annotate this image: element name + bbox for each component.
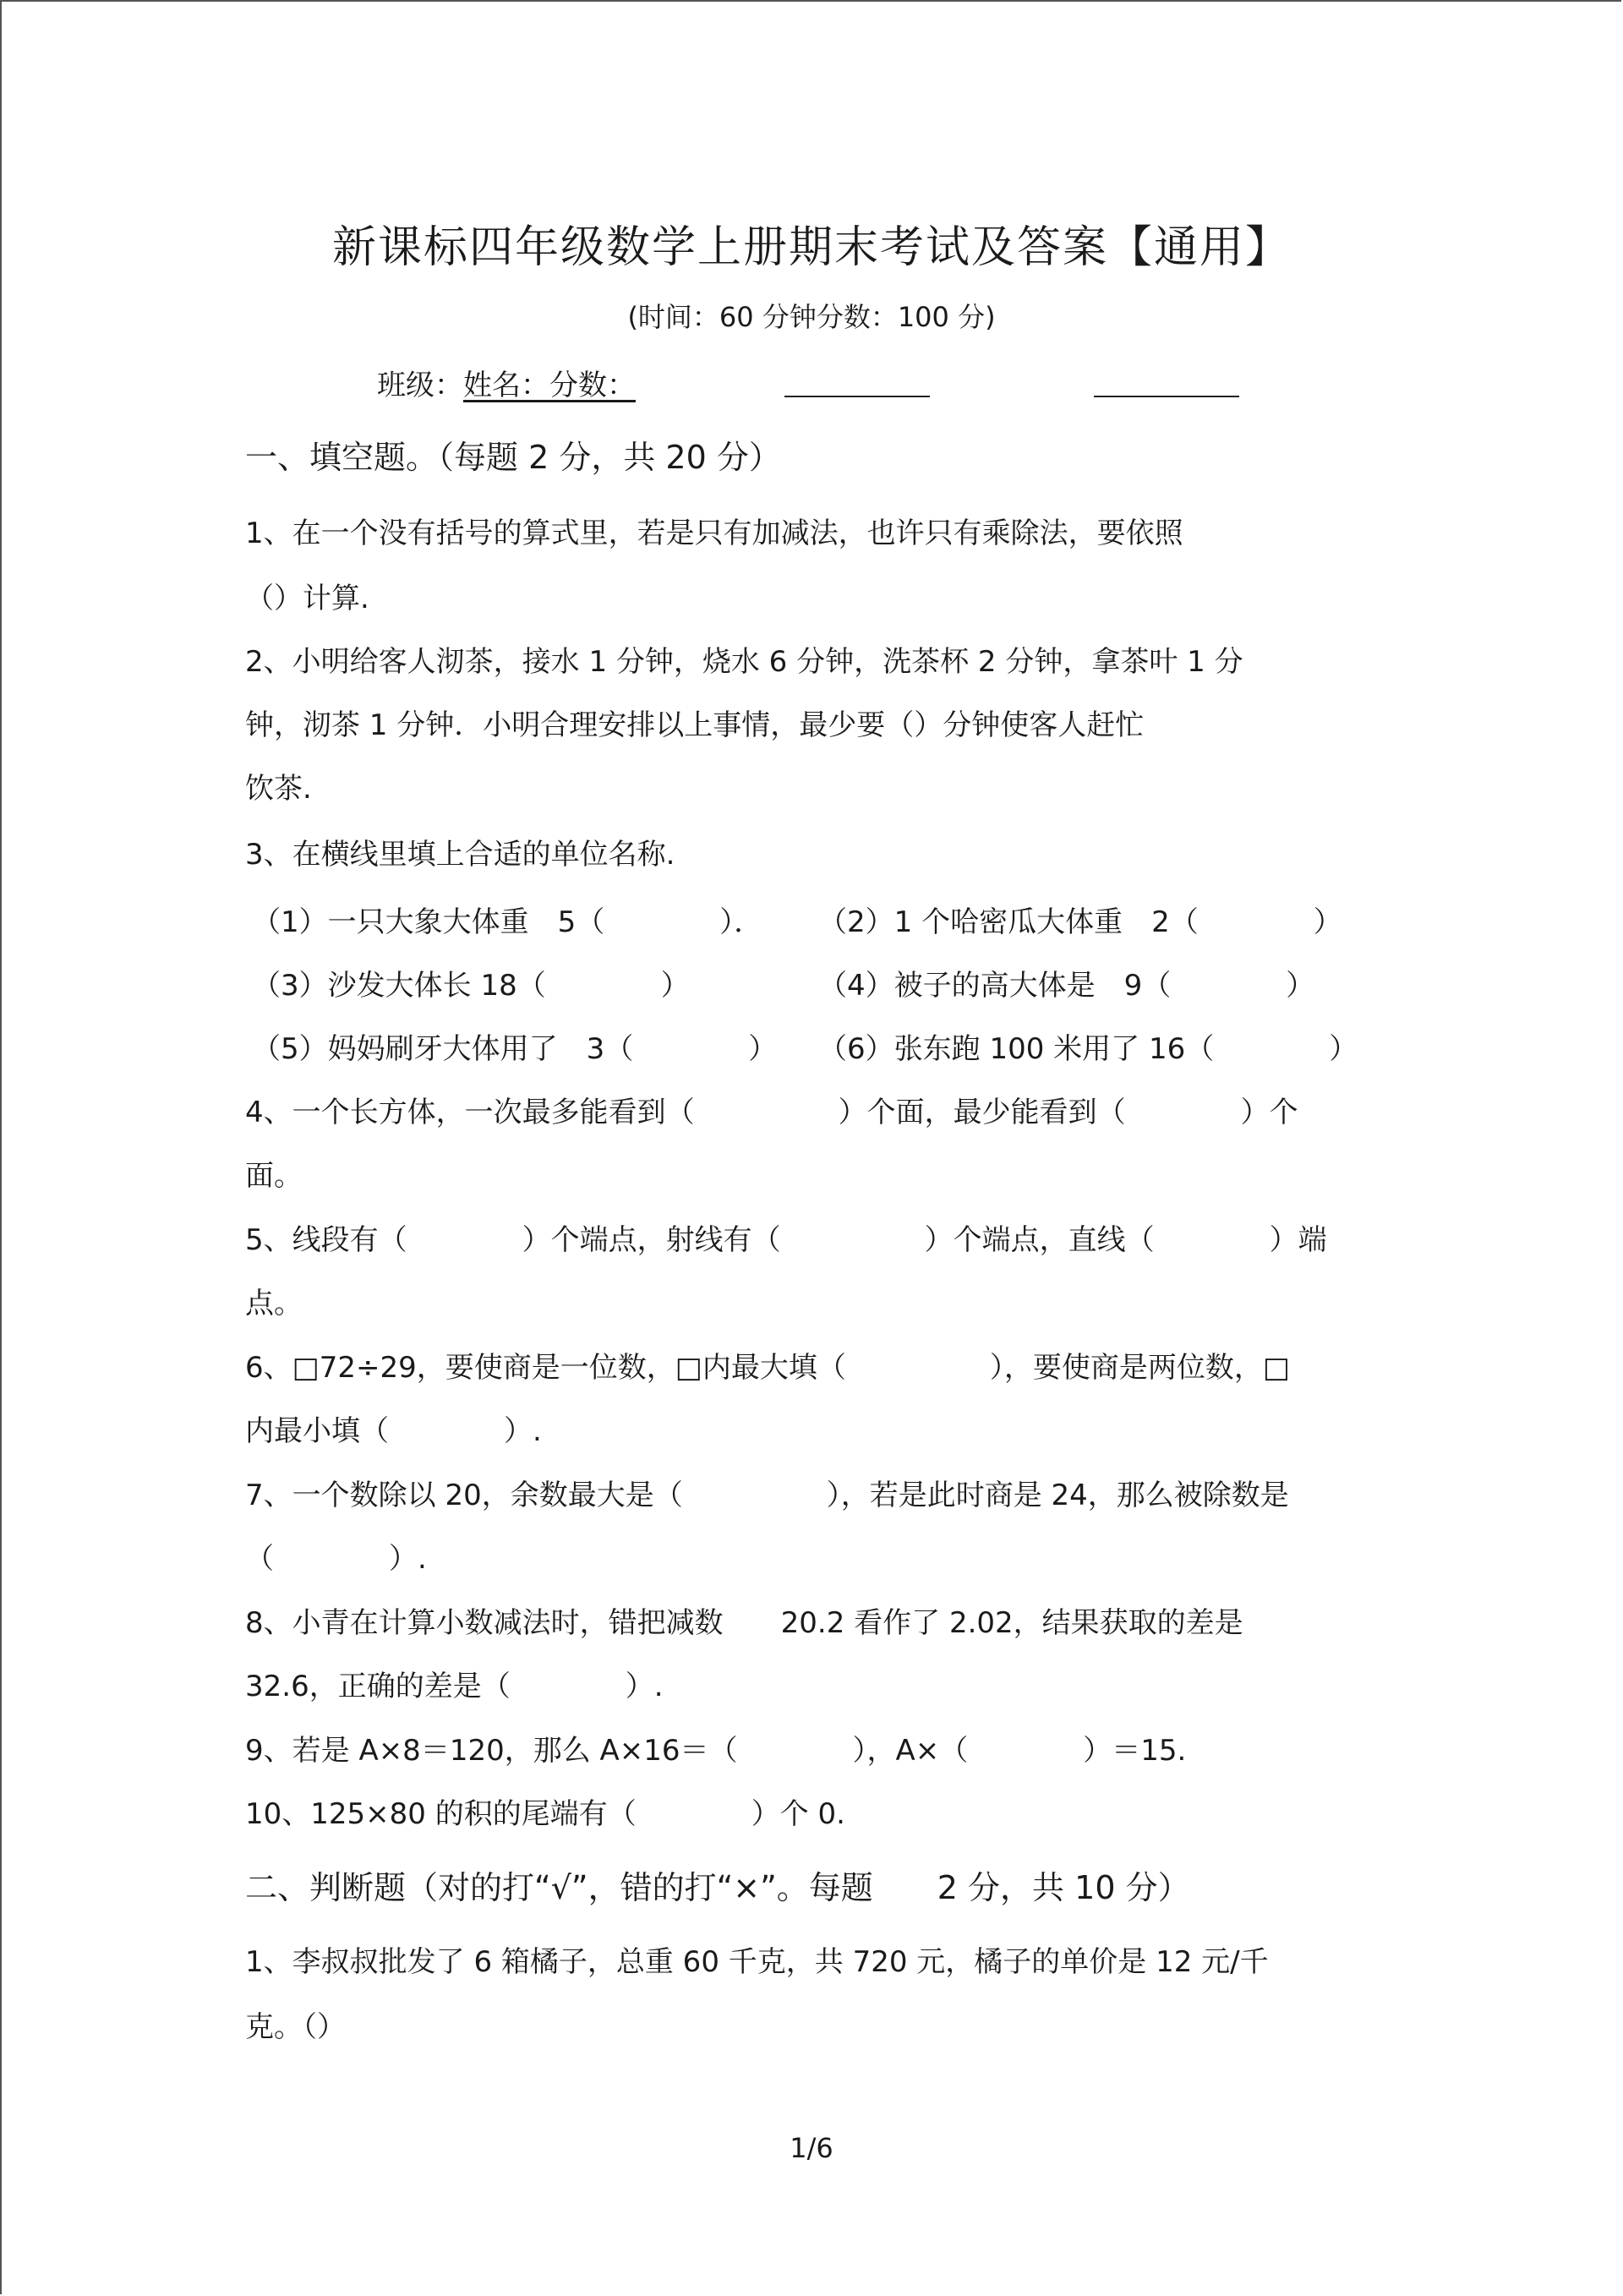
- score-label: 分数：: [549, 369, 636, 402]
- class-label: 班级：: [377, 369, 463, 402]
- q2-line3: 饮茶.: [245, 772, 312, 806]
- q8-line1: 8、小青在计算小数减法时，错把减数 20.2 看作了 2.02，结果获取的差是: [245, 1606, 1243, 1640]
- score-blank[interactable]: [1094, 396, 1239, 397]
- q4-line1: 4、一个长方体，一次最多能看到（ ）个面，最少能看到（ ）个: [245, 1096, 1298, 1129]
- section2-heading: 二、判断题（对的打“√”，错的打“×”。每题 2 分，共 10 分）: [245, 1869, 1190, 1906]
- q10-line: 10、125×80 的积的尾端有（ ）个 0.: [245, 1797, 845, 1831]
- q5-line1: 5、线段有（ ）个端点，射线有（ ）个端点，直线（ ）端: [245, 1223, 1327, 1257]
- q6-line2: 内最小填（ ）.: [245, 1414, 542, 1448]
- q3-item-6: （6）张东跑 100 米用了 16（ ）: [818, 1032, 1358, 1066]
- student-info-line: [377, 362, 636, 403]
- page-number: 1/6: [790, 2132, 833, 2164]
- q2-line1: 2、小明给客人沏茶，接水 1 分钟，烧水 6 分钟，洗茶杯 2 分钟，拿茶叶 1 分: [245, 645, 1243, 679]
- q7-line2: （ ）.: [245, 1542, 427, 1576]
- q1-line1: 1、在一个没有括号的算式里，若是只有加减法，也许只有乘除法，要依照: [245, 517, 1183, 550]
- q9-line: 9、若是 A×8＝120，那么 A×16＝（ ），A×（ ）＝15.: [245, 1734, 1187, 1768]
- exam-title: 新课标四年级数学上册期末考试及答案【通用】: [331, 222, 1291, 273]
- q6-line1: 6、□72÷29，要使商是一位数，□内最大填（ ），要使商是两位数，□: [245, 1351, 1291, 1385]
- q3-item-1: （1）一只大象大体重 5（ ）．: [252, 905, 763, 939]
- s2-q1-line2: 克。（）: [245, 2010, 346, 2044]
- section1-heading: 一、填空题。（每题 2 分，共 20 分）: [245, 439, 781, 476]
- s2-q1-line1: 1、李叔叔批发了 6 箱橘子，总重 60 千克，共 720 元，橘子的单价是 12 元/千: [245, 1945, 1269, 1979]
- q8-line2: 32.6，正确的差是（ ）.: [245, 1670, 664, 1703]
- q3-item-3: （3）沙发大体长 18（ ）: [252, 969, 690, 1003]
- name-label: 姓名：: [463, 369, 549, 402]
- exam-subtitle: (时间：60 分钟分数：100 分): [627, 301, 996, 333]
- q5-line2: 点。: [245, 1287, 303, 1320]
- q2-line2: 钟，沏茶 1 分钟．小明合理安排以上事情，最少要（）分钟使客人赶忙: [245, 708, 1145, 742]
- q3-item-5: （5）妈妈刷牙大体用了 3（ ）: [252, 1032, 778, 1066]
- q3-item-4: （4）被子的高大体是 9（ ）: [818, 969, 1315, 1003]
- name-blank[interactable]: [784, 396, 930, 397]
- q3-item-2: （2）1 个哈密瓜大体重 2（ ）: [818, 905, 1342, 939]
- q1-line2: （）计算.: [245, 582, 369, 615]
- q7-line1: 7、一个数除以 20，余数最大是（ ），若是此时商是 24，那么被除数是: [245, 1479, 1289, 1512]
- q4-line2: 面。: [245, 1159, 303, 1193]
- q3-intro: 3、在横线里填上合适的单位名称.: [245, 838, 675, 872]
